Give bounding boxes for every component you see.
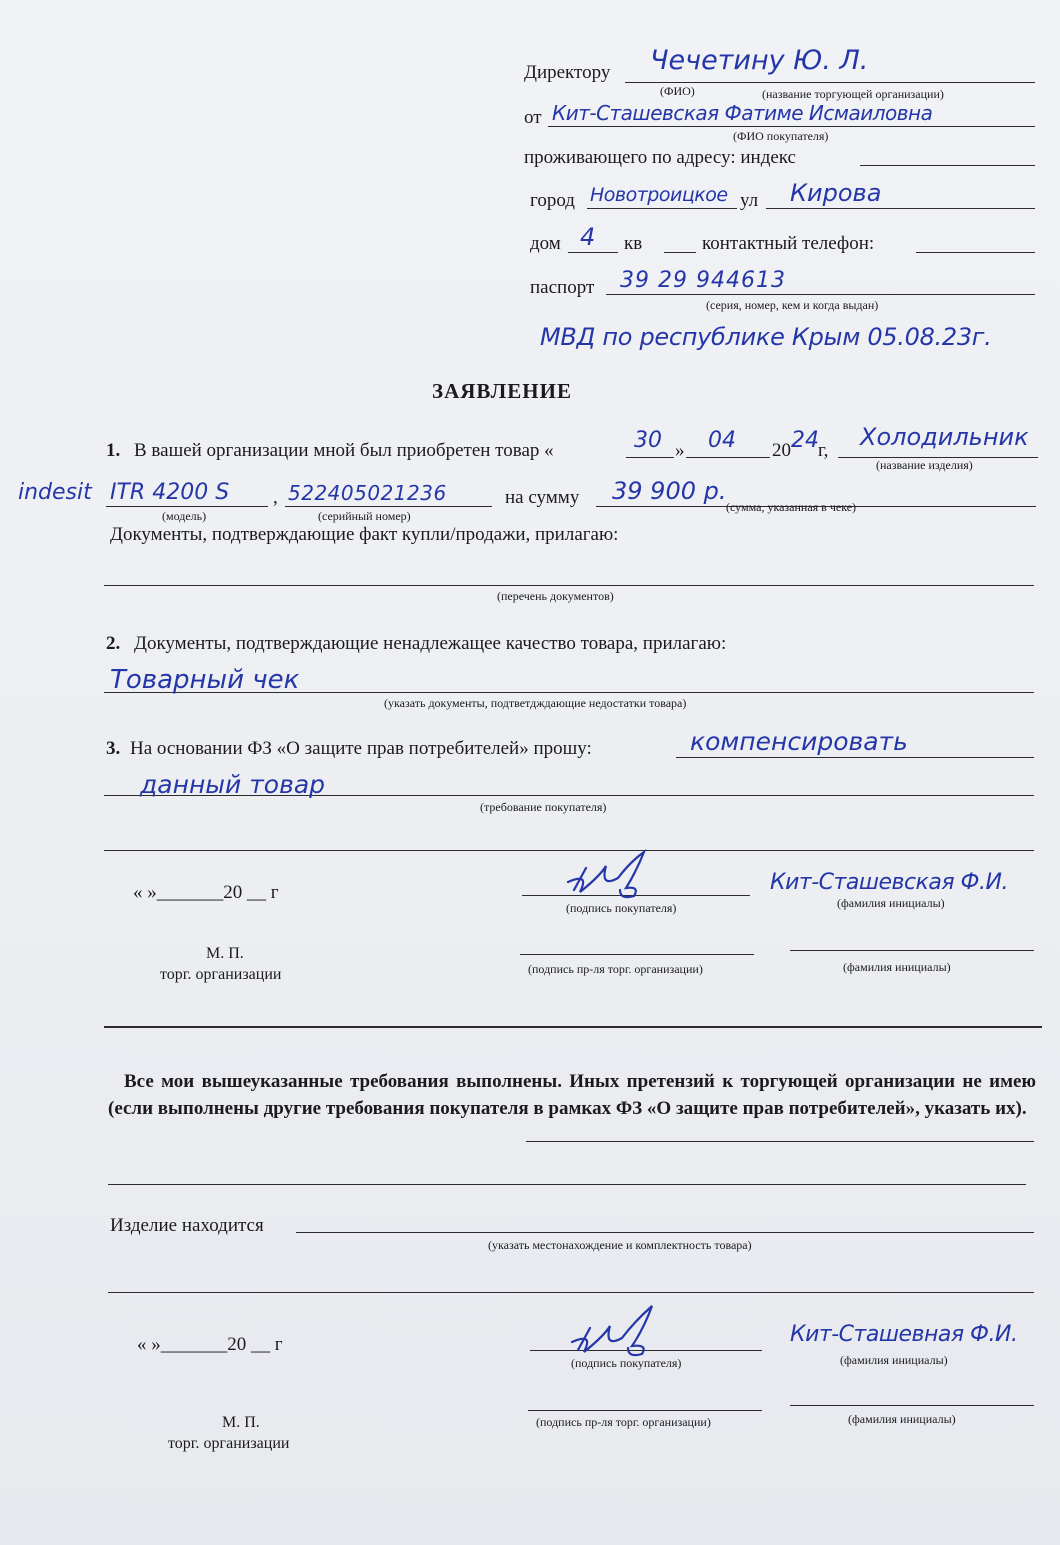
serial-handwritten[interactable]: 522405021236 [288,481,447,505]
location-caption: (указать местонахождение и комплектность товара) [488,1238,752,1252]
address-label: проживающего по адресу: индекс [524,147,796,168]
month-line [686,457,770,458]
statement-line1 [526,1141,1034,1142]
product-caption: (название изделия) [876,458,973,472]
sign2-mp: М. П. [222,1414,260,1431]
item3-number: 3. [106,738,121,759]
day-line [626,457,674,458]
sign1-mp: М. П. [206,945,244,962]
section-separator [104,1026,1042,1028]
sign1-rep-name-caption: (фамилия инициалы) [843,960,951,974]
product-handwritten[interactable]: Холодильник [860,423,1029,451]
sign1-org: торг. организации [160,966,282,983]
house-label: дом [530,233,561,254]
passport-issued-handwritten[interactable]: МВД по республике Крым 05.08.23г. [540,323,992,351]
phone-label: контактный телефон: [702,233,875,254]
sign2-org: торг. организации [168,1435,290,1452]
sign1-date: « »_______20 __ г [133,882,279,903]
sign2-buyer-sig-caption: (подпись покупателя) [571,1356,682,1370]
sum-label: на сумму [505,487,580,508]
year-prefix: 20 [772,440,791,461]
item3-text: На основании ФЗ «О защите прав потребителей» прошу: [130,738,592,759]
buyer-name-handwritten[interactable]: Кит-Сташевская Фатиме Исмаиловна [552,101,933,125]
item2-caption: (указать документы, подтветдждающие недостатки товара) [384,696,687,710]
sum-handwritten[interactable]: 39 900 р. [612,477,727,505]
model-handwritten[interactable]: ITR 4200 S [110,480,230,505]
item1-number: 1. [106,440,121,461]
sign1-rep-name-line [790,950,1034,951]
item2-text: Документы, подтверждающие ненадлежащее качество товара, прилагаю: [134,633,727,654]
passport-caption: (серия, номер, кем и когда выдан) [706,298,879,312]
location-line [296,1232,1034,1233]
sign2-rep-name-line [790,1405,1034,1406]
street-handwritten[interactable]: Кирова [790,179,882,207]
director-name-handwritten[interactable]: Чечетину Ю. Л. [650,45,869,76]
item1-text: В вашей организации мной был приобретен товар « [134,440,554,461]
street-line [766,208,1035,209]
year-end: г, [818,440,829,461]
passport-label: паспорт [530,277,595,298]
org-caption: (название торгующей организации) [762,87,944,101]
item-location-label: Изделие находится [110,1215,264,1236]
house-line [568,252,618,253]
city-label: город [530,190,575,211]
item2-number: 2. [106,633,121,654]
buyer-signature-1 [560,842,660,904]
model-caption: (модель) [162,509,207,523]
sign2-rep-name-caption: (фамилия инициалы) [848,1412,956,1426]
from-label: от [524,107,542,128]
director-label: Директору [524,62,611,83]
document-title: ЗАЯВЛЕНИЕ [432,379,572,403]
completion-statement [108,1068,1036,1122]
sum-caption: (сумма, указанная в чеке) [726,500,857,514]
director-line [625,82,1035,83]
sign2-date: « »_______20 __ г [137,1334,283,1355]
quote-close: » [675,440,685,461]
serial-caption: (серийный номер) [318,509,411,523]
sign1-name-caption: (фамилия инициалы) [837,896,945,910]
street-label: ул [740,190,759,211]
sign2-name-caption: (фамилия инициалы) [840,1353,948,1367]
buyer-fio-caption: (ФИО покупателя) [733,129,829,143]
sign2-rep-sig-caption: (подпись пр-ля торг. организации) [536,1415,711,1429]
sign1-rep-sig-line [520,954,754,955]
fio-caption: (ФИО) [660,84,695,98]
item3-handwritten-line2[interactable]: данный товар [140,770,326,799]
model-comma: , [273,487,278,508]
docs-line [104,585,1034,586]
index-line [860,165,1035,166]
item3-handwritten-line1[interactable]: компенсировать [690,727,908,756]
passport-handwritten[interactable]: 39 29 944613 [620,268,786,293]
brand-handwritten[interactable]: indesit [18,480,92,505]
item3-line1 [676,757,1034,758]
docs-caption: (перечень документов) [497,589,614,603]
statement-line2 [108,1184,1026,1185]
flat-line [664,252,696,253]
sign1-rep-sig-caption: (подпись пр-ля торг. организации) [528,962,703,976]
location-line2 [108,1292,1034,1293]
sign2-buyer-name-handwritten[interactable]: Кит-Сташевная Ф.И. [790,1322,1018,1347]
sign1-buyer-sig-caption: (подпись покупателя) [566,901,677,915]
city-handwritten[interactable]: Новотроицкое [590,184,728,206]
item2-handwritten[interactable]: Товарный чек [110,665,300,695]
sign2-rep-sig-line [528,1410,762,1411]
buyer-signature-2 [566,1300,666,1362]
house-handwritten[interactable]: 4 [580,223,596,251]
year-handwritten[interactable]: 24 [791,428,819,453]
phone-line [916,252,1035,253]
flat-label: кв [624,233,643,254]
month-handwritten[interactable]: 04 [708,428,736,453]
sign1-buyer-name-handwritten[interactable]: Кит-Сташевская Ф.И. [770,870,1008,895]
item3-caption: (требование покупателя) [480,800,607,814]
item1-docs-text: Документы, подтверждающие факт купли/продажи, прилагаю: [110,524,619,545]
day-handwritten[interactable]: 30 [634,428,662,453]
completion-statement-text: Все мои вышеуказанные требования выполнены. Иных претензий к торгующей организации не имею (если выполнены другие требования покупателя в рамках ФЗ «О защите прав потребителей», указать их). [108,1071,1036,1119]
